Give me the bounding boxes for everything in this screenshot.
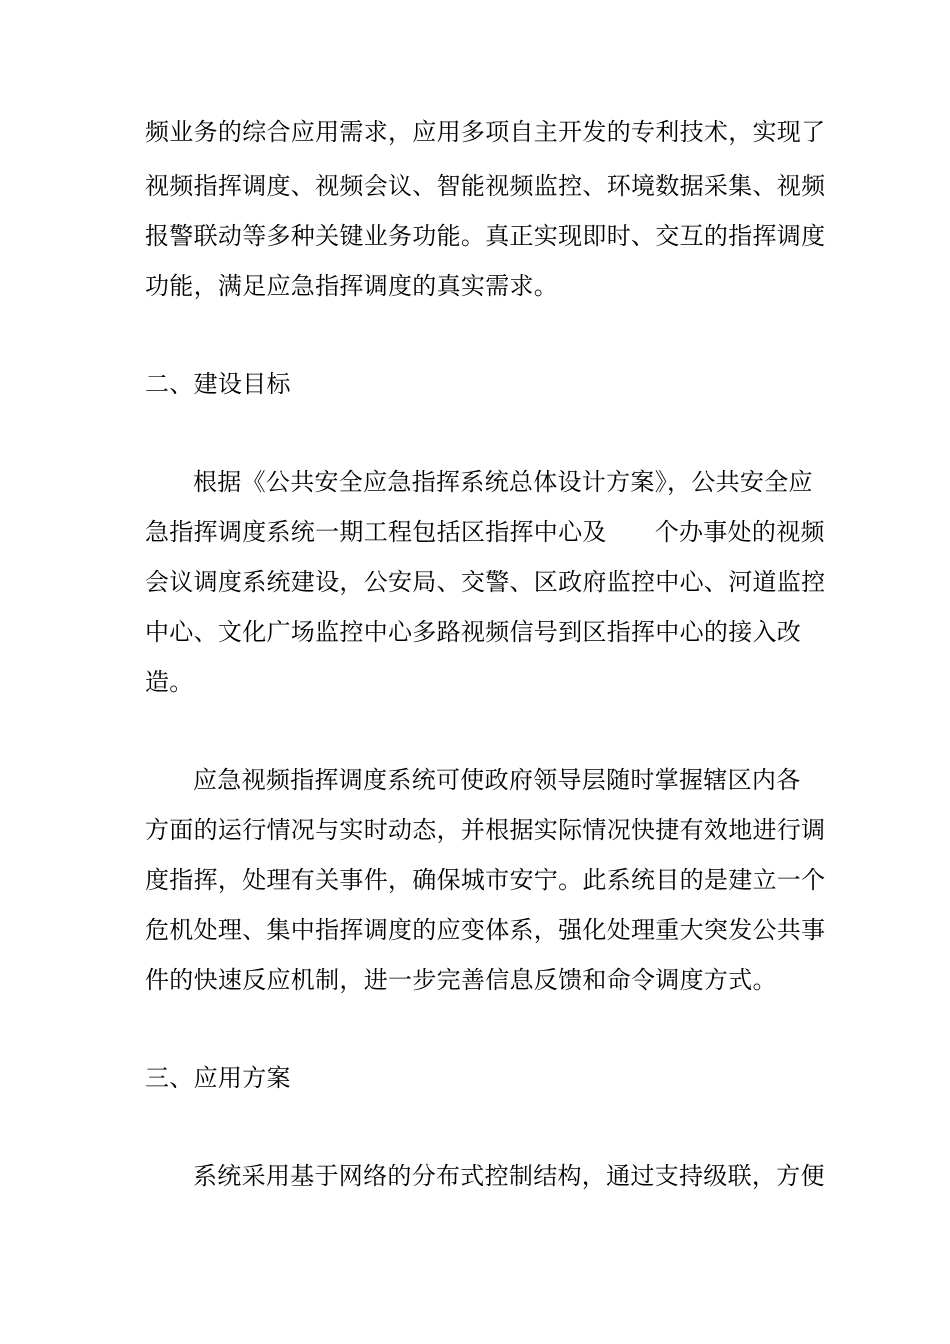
paragraph-line: 报警联动等多种关键业务功能。真正实现即时、交互的指挥调度 <box>145 222 826 250</box>
paragraph-line: 度指挥，处理有关事件，确保城市安宁。此系统目的是建立一个 <box>145 866 826 894</box>
paragraph-line: 应急视频指挥调度系统可使政府领导层随时掌握辖区内各 <box>193 766 801 794</box>
paragraph-line: 功能，满足应急指挥调度的真实需求。 <box>145 272 559 300</box>
paragraph-line: 根据《公共安全应急指挥系统总体设计方案》，公共安全应 <box>193 468 813 496</box>
paragraph-text: 个办事处的视频 <box>654 518 825 546</box>
paragraph-line: 中心、文化广场监控中心多路视频信号到区指挥中心的接入改 <box>145 618 802 646</box>
paragraph-line: 视频指挥调度、视频会议、智能视频监控、环境数据采集、视频 <box>145 172 826 200</box>
paragraph-line <box>145 517 825 547</box>
paragraph-line: 件的快速反应机制，进一步完善信息反馈和命令调度方式。 <box>145 966 777 994</box>
paragraph-line: 系统采用基于网络的分布式控制结构，通过支持级联，方便 <box>193 1162 825 1190</box>
paragraph-line: 频业务的综合应用需求，应用多项自主开发的专利技术，实现了 <box>145 118 826 146</box>
paragraph-line: 会议调度系统建设，公安局、交警、区政府监控中心、河道监控 <box>145 568 826 596</box>
section-heading: 三、应用方案 <box>145 1064 291 1092</box>
section-heading: 二、建设目标 <box>145 370 291 398</box>
paragraph-line: 造。 <box>145 668 194 696</box>
paragraph-text: 急指挥调度系统一期工程包括区指挥中心及 <box>145 518 607 546</box>
paragraph-line: 危机处理、集中指挥调度的应变体系，强化处理重大突发公共事 <box>145 916 826 944</box>
paragraph-line: 方面的运行情况与实时动态，并根据实际情况快捷有效地进行调 <box>145 816 826 844</box>
